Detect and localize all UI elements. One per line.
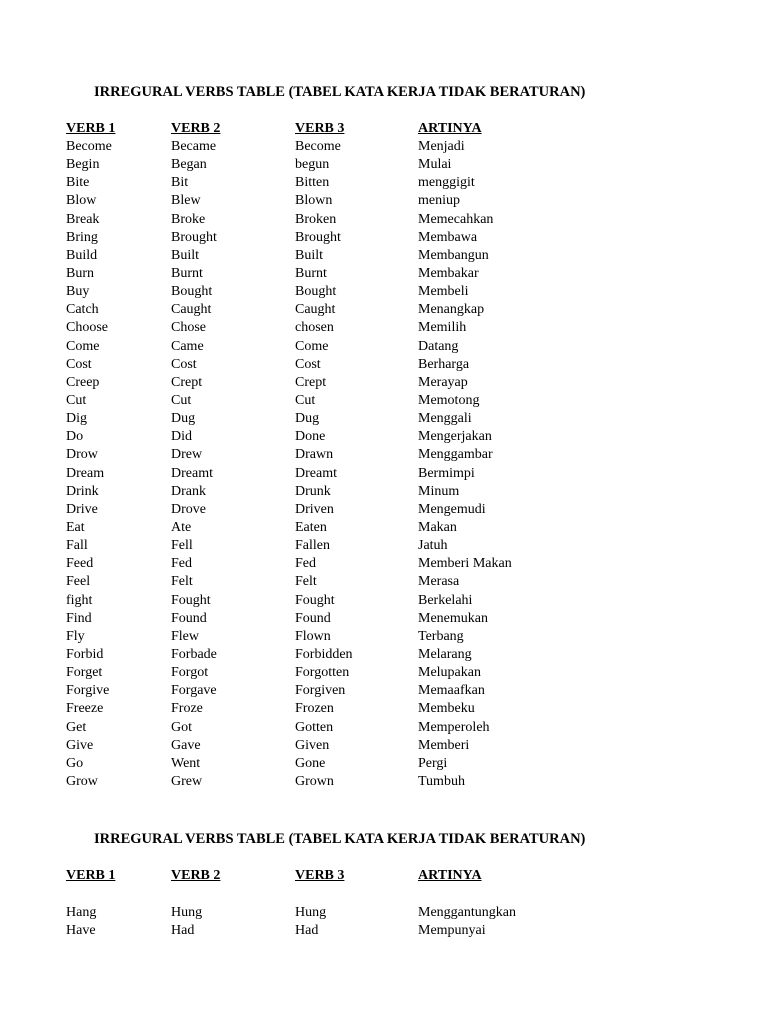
table-row [0, 682, 768, 700]
verb1-cell: Come [66, 338, 100, 354]
verb1-cell: Feel [66, 574, 91, 590]
artinya-cell: Menjadi [418, 139, 465, 154]
verb2-cell: Began [171, 157, 207, 173]
verb2-cell: Dug [171, 411, 196, 427]
verb2-cell: Burnt [171, 265, 203, 281]
verb3-cell: Become [295, 139, 341, 154]
verb1-cell: fight [66, 592, 93, 608]
artinya-cell: Melarang [418, 646, 472, 662]
verb3-cell: Forgotten [295, 665, 350, 681]
verb2-cell: Gave [171, 737, 201, 753]
verb3-cell: Caught [295, 302, 336, 318]
verb2-cell: Fell [171, 538, 193, 554]
verb1-cell: Forget [66, 665, 103, 681]
header-verb2: VERB 2 [171, 868, 221, 883]
artinya-cell: Menggantungkan [418, 905, 516, 920]
table-row [0, 265, 768, 283]
table-row [0, 592, 768, 610]
verb3-cell: Bitten [295, 175, 330, 191]
artinya-cell: Memotong [418, 392, 480, 408]
verb3-cell: Forgiven [295, 683, 346, 699]
artinya-cell: Menggali [418, 411, 472, 427]
verb3-cell: Hung [295, 905, 327, 920]
verb1-cell: Drink [66, 483, 99, 499]
table-row [0, 174, 768, 192]
verb1-cell: Drive [66, 501, 98, 517]
table-row [0, 555, 768, 573]
verb3-cell: Built [295, 247, 324, 263]
verb3-cell: Crept [295, 374, 327, 390]
artinya-cell: Merayap [418, 374, 468, 390]
verb1-cell: Buy [66, 284, 90, 300]
verb3-cell: begun [295, 157, 330, 173]
verb2-cell: Blew [171, 193, 201, 209]
verb1-cell: Forbid [66, 646, 104, 662]
verb1-cell: Dream [66, 465, 105, 481]
artinya-cell: Memaafkan [418, 683, 485, 699]
table-row [0, 610, 768, 628]
verb3-cell: Brought [295, 229, 341, 245]
verb3-cell: Blown [295, 193, 333, 209]
verb3-cell: Dug [295, 411, 320, 427]
verb2-cell: Went [171, 755, 201, 771]
verb3-cell: chosen [295, 320, 334, 336]
artinya-cell: Merasa [418, 574, 460, 590]
artinya-cell: Minum [418, 483, 460, 499]
verb1-cell: Become [66, 139, 112, 154]
verb2-cell: Found [171, 610, 207, 626]
table-row [0, 283, 768, 301]
artinya-cell: Memecahkan [418, 211, 494, 227]
header-artinya: ARTINYA [418, 121, 482, 136]
verb2-cell: Flew [171, 628, 199, 644]
artinya-cell: Mengemudi [418, 501, 486, 517]
verb1-cell: Creep [66, 374, 100, 390]
verb3-cell: Had [295, 923, 319, 939]
table-row [0, 465, 768, 483]
verb1-cell: Dig [66, 411, 87, 427]
table-row [0, 922, 768, 940]
table-row [0, 664, 768, 682]
verb1-cell: Drow [66, 447, 98, 463]
verb2-cell: Felt [171, 574, 193, 590]
table-row [0, 737, 768, 755]
verb1-cell: Find [66, 610, 92, 626]
verb1-cell: Catch [66, 302, 99, 318]
artinya-cell: Terbang [418, 628, 464, 644]
table-row [0, 392, 768, 410]
table-row [0, 374, 768, 392]
table-row [0, 904, 768, 922]
verb2-cell: Drew [171, 447, 203, 463]
verb1-cell: Blow [66, 193, 97, 209]
verb1-cell: Get [66, 719, 87, 735]
artinya-cell: Membeli [418, 284, 469, 300]
artinya-cell: Memberi Makan [418, 556, 512, 572]
table-row [0, 573, 768, 591]
artinya-cell: Bermimpi [418, 465, 475, 481]
table-row [0, 247, 768, 265]
artinya-cell: menggigit [418, 175, 475, 191]
verb2-cell: Brought [171, 229, 217, 245]
verb1-cell: Begin [66, 157, 100, 173]
verb2-cell: Drove [171, 501, 206, 517]
artinya-cell: Membeku [418, 701, 475, 717]
artinya-cell: Membangun [418, 247, 489, 263]
verb3-cell: Drawn [295, 447, 334, 463]
verb3-cell: Drunk [295, 483, 331, 499]
table-row [0, 338, 768, 356]
verb3-cell: Grown [295, 773, 334, 789]
verb1-cell: Freeze [66, 701, 104, 717]
verb1-cell: Have [66, 923, 96, 939]
verb3-cell: Forbidden [295, 646, 353, 662]
artinya-cell: Menemukan [418, 610, 488, 626]
verb3-cell: Frozen [295, 701, 334, 717]
artinya-cell: Berharga [418, 356, 470, 372]
table-row [0, 410, 768, 428]
artinya-cell: meniup [418, 193, 460, 209]
table-row [0, 628, 768, 646]
verb2-cell: Forgot [171, 665, 209, 681]
verb1-cell: Build [66, 247, 98, 263]
verb1-cell: Grow [66, 773, 98, 789]
table-row [0, 319, 768, 337]
header-artinya: ARTINYA [418, 868, 482, 883]
table-row [0, 719, 768, 737]
verb1-cell: Forgive [66, 683, 110, 699]
verb1-cell: Eat [66, 519, 85, 535]
verb2-cell: Did [171, 429, 192, 445]
table-row [0, 501, 768, 519]
artinya-cell: Memilih [418, 320, 467, 336]
verb1-cell: Give [66, 737, 94, 753]
artinya-cell: Memberi [418, 737, 470, 753]
verb2-cell: Fought [171, 592, 211, 608]
table-row [0, 301, 768, 319]
header-verb3: VERB 3 [295, 121, 345, 136]
verb1-cell: Hang [66, 905, 97, 920]
verb3-cell: Dreamt [295, 465, 337, 481]
verb3-cell: Felt [295, 574, 317, 590]
table-row [0, 700, 768, 718]
table-header-row [0, 867, 768, 885]
verb2-cell: Cut [171, 392, 192, 408]
verb2-cell: Hung [171, 905, 203, 920]
verb2-cell: Had [171, 923, 195, 939]
verb1-cell: Fall [66, 538, 88, 554]
verb2-cell: Froze [171, 701, 203, 717]
verb3-cell: Driven [295, 501, 334, 517]
table-row [0, 138, 768, 156]
table-header-row [0, 120, 768, 138]
verb2-cell: Became [171, 139, 217, 154]
table-row [0, 192, 768, 210]
table-title: IRREGURAL VERBS TABLE (TABEL KATA KERJA TIDAK BERATURAN) [94, 831, 586, 847]
table-row [0, 773, 768, 791]
verb1-cell: Go [66, 755, 84, 771]
verb1-cell: Feed [66, 556, 94, 572]
verb-table-body [0, 904, 768, 940]
verb3-cell: Done [295, 429, 326, 445]
verb3-cell: Bought [295, 284, 337, 300]
verb3-cell: Gotten [295, 719, 334, 735]
verb2-cell: Broke [171, 211, 206, 227]
verb3-cell: Fought [295, 592, 335, 608]
verb3-cell: Fallen [295, 538, 330, 554]
verb2-cell: Bought [171, 284, 213, 300]
verb3-cell: Flown [295, 628, 331, 644]
table-row [0, 356, 768, 374]
table-row [0, 537, 768, 555]
verb1-cell: Bring [66, 229, 98, 245]
verb3-cell: Gone [295, 755, 326, 771]
verb2-cell: Crept [171, 374, 203, 390]
verb1-cell: Bite [66, 175, 90, 191]
table-row [0, 229, 768, 247]
verb3-cell: Broken [295, 211, 337, 227]
table-row [0, 428, 768, 446]
artinya-cell: Pergi [418, 755, 448, 771]
verb3-cell: Eaten [295, 519, 327, 535]
verb1-cell: Fly [66, 628, 85, 644]
artinya-cell: Jatuh [418, 538, 448, 554]
artinya-cell: Menangkap [418, 302, 485, 318]
artinya-cell: Mulai [418, 157, 452, 173]
table-row [0, 483, 768, 501]
table-row [0, 156, 768, 174]
artinya-cell: Datang [418, 338, 459, 354]
artinya-cell: Mempunyai [418, 923, 486, 939]
table-row [0, 646, 768, 664]
table-row [0, 519, 768, 537]
artinya-cell: Menggambar [418, 447, 493, 463]
artinya-cell: Tumbuh [418, 773, 465, 789]
verb2-cell: Forgave [171, 683, 217, 699]
header-verb1: VERB 1 [66, 868, 116, 883]
verb1-cell: Cost [66, 356, 92, 372]
table-title: IRREGURAL VERBS TABLE (TABEL KATA KERJA TIDAK BERATURAN) [94, 84, 586, 100]
verb2-cell: Bit [171, 175, 189, 191]
artinya-cell: Membakar [418, 265, 479, 281]
artinya-cell: Makan [418, 519, 457, 535]
verb2-cell: Fed [171, 556, 192, 572]
verb1-cell: Cut [66, 392, 87, 408]
verb3-cell: Come [295, 338, 329, 354]
verb3-cell: Cut [295, 392, 316, 408]
verb2-cell: Forbade [171, 646, 217, 662]
table-row [0, 446, 768, 464]
verb2-cell: Drank [171, 483, 206, 499]
table-row [0, 755, 768, 773]
verb2-cell: Caught [171, 302, 212, 318]
artinya-cell: Memperoleh [418, 719, 490, 735]
verb2-cell: Grew [171, 773, 203, 789]
verb1-cell: Choose [66, 320, 108, 336]
verb3-cell: Cost [295, 356, 321, 372]
verb2-cell: Came [171, 338, 204, 354]
verb-table-body [0, 138, 768, 791]
verb1-cell: Burn [66, 265, 94, 281]
verb1-cell: Do [66, 429, 84, 445]
artinya-cell: Melupakan [418, 665, 481, 681]
verb2-cell: Ate [171, 519, 192, 535]
verb2-cell: Built [171, 247, 200, 263]
verb3-cell: Given [295, 737, 330, 753]
verb3-cell: Burnt [295, 265, 327, 281]
header-verb3: VERB 3 [295, 868, 345, 883]
verb3-cell: Fed [295, 556, 316, 572]
verb2-cell: Got [171, 719, 192, 735]
artinya-cell: Berkelahi [418, 592, 473, 608]
artinya-cell: Membawa [418, 229, 478, 245]
verb2-cell: Chose [171, 320, 206, 336]
header-verb1: VERB 1 [66, 121, 116, 136]
artinya-cell: Mengerjakan [418, 429, 492, 445]
verb2-cell: Dreamt [171, 465, 213, 481]
table-row [0, 211, 768, 229]
verb1-cell: Break [66, 211, 100, 227]
header-verb2: VERB 2 [171, 121, 221, 136]
verb3-cell: Found [295, 610, 331, 626]
verb2-cell: Cost [171, 356, 197, 372]
